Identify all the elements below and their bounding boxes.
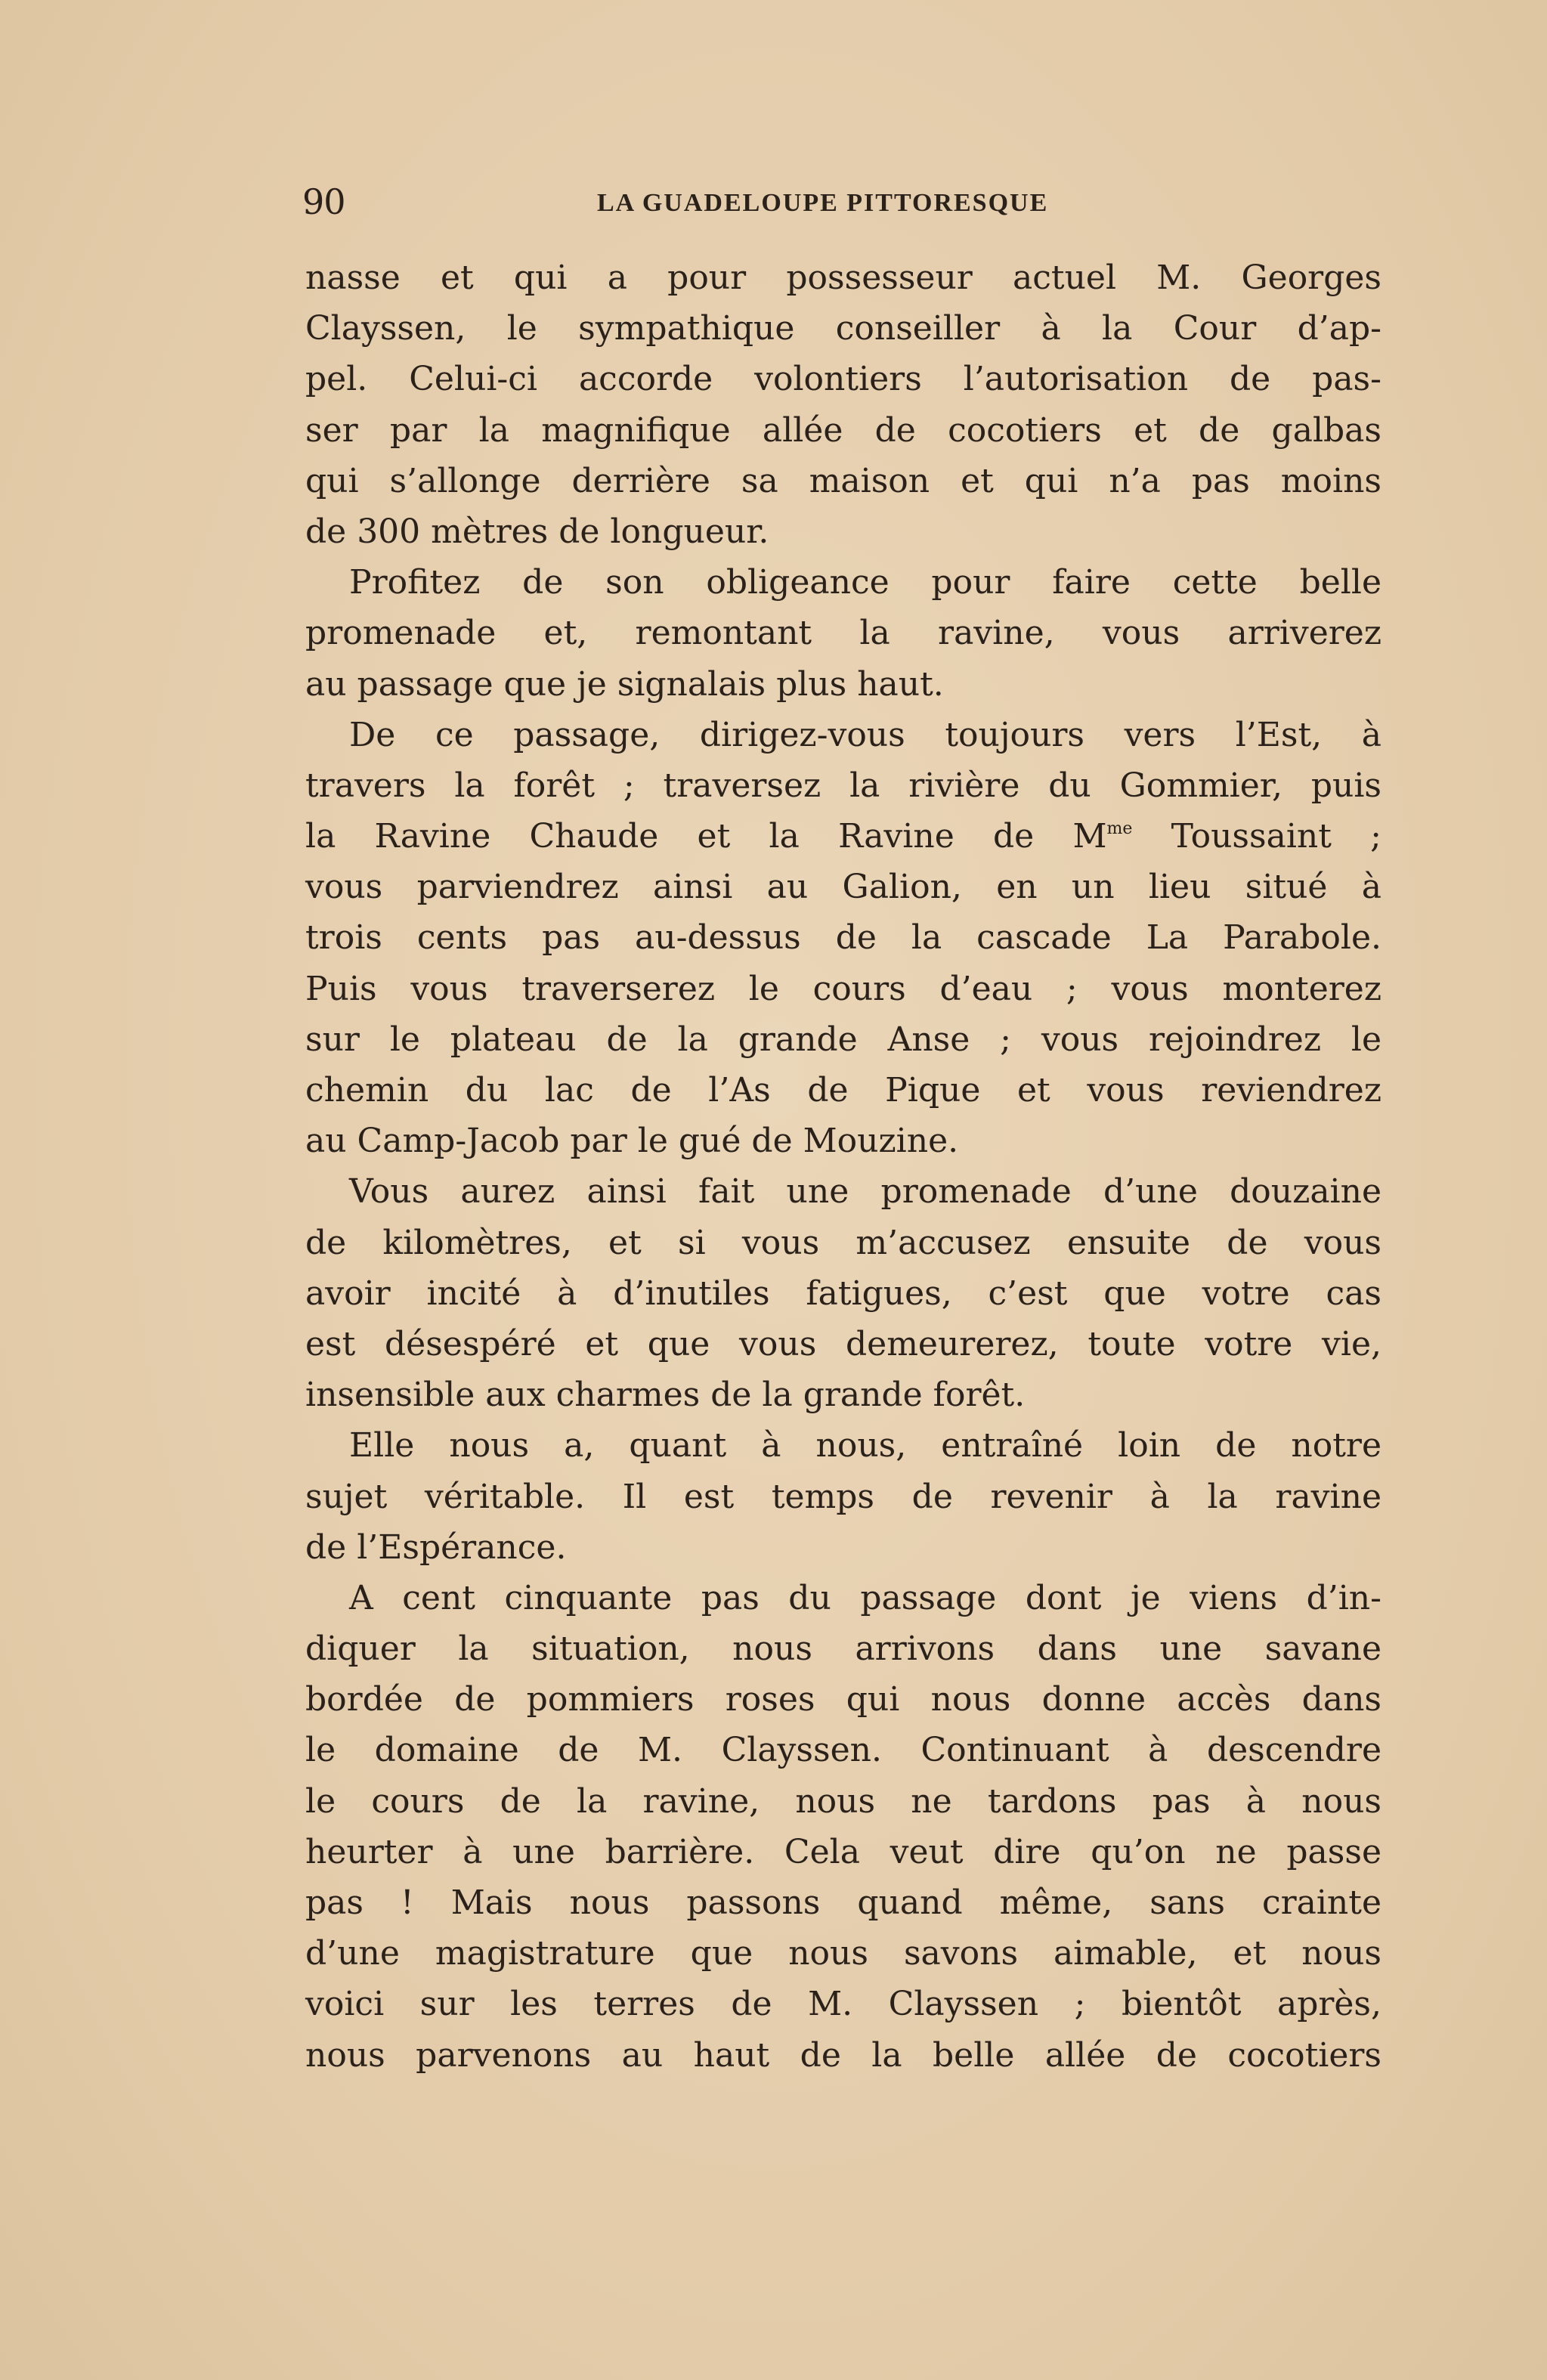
- text-line: au Camp-Jacob par le gué de Mouzine.: [305, 1122, 959, 1161]
- page-header: [302, 175, 1381, 228]
- superscript-abbreviation: me: [1106, 819, 1133, 839]
- text-line: ser par la magnifique allée de cocotiers et de galbas: [305, 410, 1381, 450]
- paragraph-start-line: Vous aurez ainsi fait une promenade d’une douzaine: [349, 1172, 1381, 1212]
- text-line: nous parvenons au haut de la belle allée de cocotiers: [305, 2035, 1381, 2075]
- paragraph-start-line: A cent cinquante pas du passage dont je viens d’in-: [349, 1578, 1381, 1617]
- text-line: d’une magistrature que nous savons aimable, et nous: [305, 1934, 1381, 1973]
- paragraph-start-line: Profitez de son obligeance pour faire cette belle: [349, 563, 1381, 602]
- text-line: est désespéré et que vous demeurerez, toute votre vie,: [305, 1324, 1381, 1363]
- text-line: pas ! Mais nous passons quand même, sans crainte: [305, 1883, 1381, 1922]
- text-line: Puis vous traverserez le cours d’eau ; vous monterez: [305, 969, 1381, 1008]
- text-line: voici sur les terres de M. Clayssen ; bientôt après,: [305, 1985, 1381, 2024]
- text-line: le domaine de M. Clayssen. Continuant à descendre: [305, 1731, 1381, 1770]
- text-line: qui s’allonge derrière sa maison et qui n’a pas moins: [305, 461, 1381, 500]
- text-line: Clayssen, le sympathique conseiller à la Cour d’ap-: [305, 309, 1381, 348]
- text-line: diquer la situation, nous arrivons dans une savane: [305, 1629, 1381, 1669]
- text-line: heurter à une barrière. Cela veut dire qu’on ne passe: [305, 1832, 1381, 1871]
- text-line: pel. Celui-ci accorde volontiers l’autorisation de pas-: [305, 360, 1381, 399]
- text-line: promenade et, remontant la ravine, vous arriverez: [305, 614, 1381, 653]
- text-line: chemin du lac de l’As de Pique et vous reviendrez: [305, 1071, 1381, 1110]
- text-line: bordée de pommiers roses qui nous donne accès dans: [305, 1680, 1381, 1719]
- body-text: [305, 252, 1381, 2081]
- paragraph-start-line: Elle nous a, quant à nous, entraîné loin de notre: [349, 1426, 1381, 1465]
- text-line: trois cents pas au-dessus de la cascade La Parabole.: [305, 918, 1381, 958]
- text-line: de 300 mètres de longueur.: [305, 512, 769, 551]
- text-line: de kilomètres, et si vous m’accusez ensuite de vous: [305, 1223, 1381, 1262]
- text-line: sur le plateau de la grande Anse ; vous rejoindrez le: [305, 1020, 1381, 1059]
- text-line: travers la forêt ; traversez la rivière du Gommier, puis: [305, 766, 1381, 805]
- text-line: [305, 811, 1381, 862]
- text-line: vous parviendrez ainsi au Galion, en un lieu situé à: [305, 868, 1381, 907]
- paragraph-start-line: De ce passage, dirigez-vous toujours vers l’Est, à: [349, 715, 1381, 754]
- text-segment: Toussaint ;: [1132, 817, 1381, 856]
- text-line: au passage que je signalais plus haut.: [305, 664, 944, 704]
- page-number: 90: [302, 181, 345, 222]
- text-segment: la Ravine Chaude et la Ravine de M: [305, 817, 1107, 856]
- text-line: le cours de la ravine, nous ne tardons pas à nous: [305, 1781, 1381, 1821]
- running-title: LA GUADELOUPE PITTORESQUE: [597, 189, 1049, 217]
- text-line: de l’Espérance.: [305, 1527, 567, 1567]
- text-line: insensible aux charmes de la grande forêt.: [305, 1376, 1026, 1415]
- text-line: sujet véritable. Il est temps de revenir à la ravine: [305, 1477, 1381, 1516]
- text-line: nasse et qui a pour possesseur actuel M. Georges: [305, 258, 1381, 297]
- text-line: avoir incité à d’inutiles fatigues, c’est que votre cas: [305, 1274, 1381, 1313]
